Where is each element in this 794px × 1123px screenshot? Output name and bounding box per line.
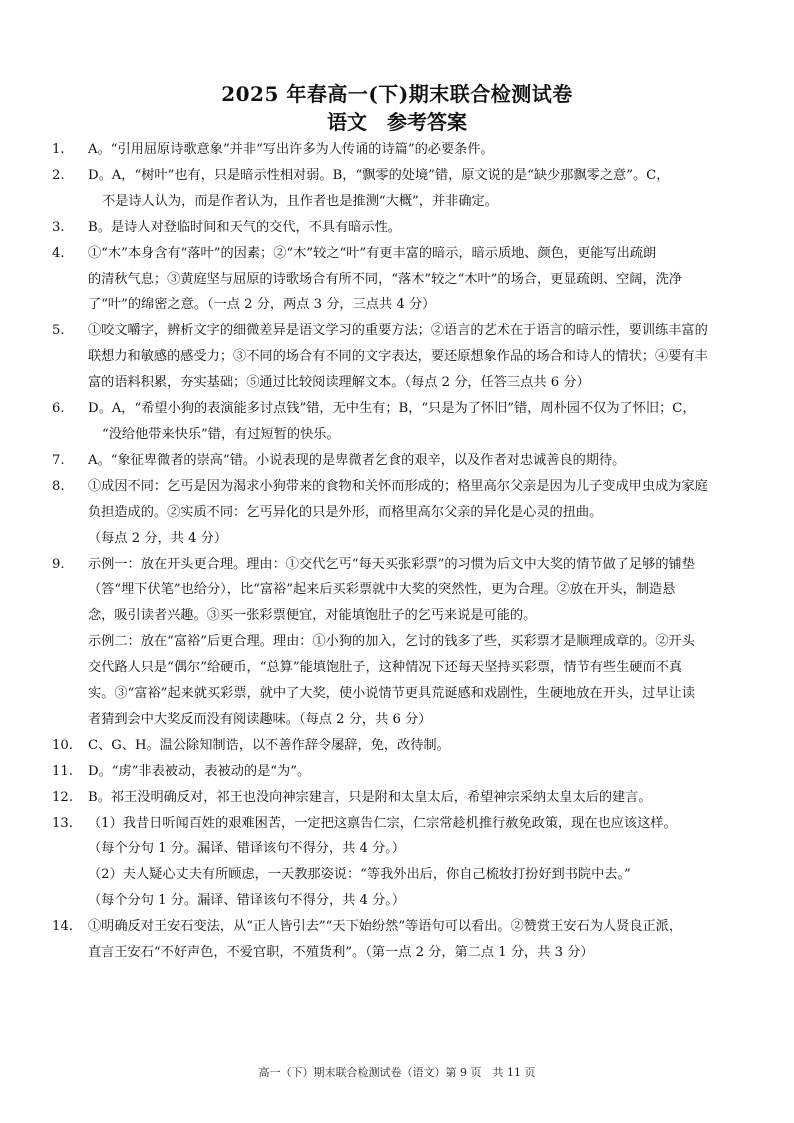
answer-line: C、G、H。温公除知制诰，以不善作辞令屡辞，免，改待制。 [88, 737, 450, 753]
answer-line: 示例一：放在开头更合理。理由：①交代乞丐“每天买张彩票”的习惯为后文中大奖的情节做了足够的铺垫 [88, 556, 695, 572]
answer-line: B。祁王没明确反对，祁王也没向神宗建言，只是附和太皇太后，希望神宗采纳太皇太后的建言。 [88, 789, 652, 805]
answer-number: 4. [52, 245, 65, 261]
answer-line: （每个分句 1 分。漏译、错译该句不得分，共 4 分。） [88, 841, 406, 857]
answer-item [52, 552, 742, 733]
answer-line: A。“引用屈原诗歌意象”并非“写出许多为人传诵的诗篇”的必要条件。 [88, 142, 494, 157]
answer-line: （1）我昔日听闻百姓的艰难困苦，一定把这禀告仁宗，仁宗常趁机推行赦免政策，现在也应该这样。 [88, 815, 677, 831]
answer-item [52, 811, 742, 915]
answer-number: 2. [52, 167, 65, 183]
answer-line: D。A，“希望小狗的表演能多讨点钱”错，无中生有；B，“只是为了怀旧”错，周朴园不仅为了怀旧；C， [88, 401, 696, 417]
answer-number: 6. [52, 401, 65, 417]
answer-line: 实。③“富裕”起来就买彩票，就中了大奖，使小说情节更具荒诞感和戏剧性，生硬地放在开头，过早让读 [88, 686, 695, 702]
answer-list [52, 137, 742, 966]
answer-line: 负担造成的。②实质不同：乞丐异化的只是外形，而格里高尔父亲的异化是心灵的扭曲。 [88, 504, 603, 520]
answer-number: 9. [52, 556, 65, 572]
answer-item [52, 241, 742, 319]
answer-line: 不是诗人认为，而是作者认为，且作者也是推测“大概”，并非确定。 [102, 193, 498, 209]
answer-number: 13. [52, 815, 73, 831]
answer-item [52, 318, 742, 396]
answer-line: D。“虏”非表被动，表被动的是“为”。 [88, 763, 311, 779]
answer-item [52, 396, 742, 448]
answer-number: 8. [52, 478, 65, 494]
answer-line: A。“象征卑微者的崇高”错。小说表现的是卑微者乞食的艰辛，以及作者对忠诚善良的期待。 [88, 452, 626, 468]
answer-line: 念，吸引读者兴趣。③买一张彩票便宜，对能填饱肚子的乞丐来说是可能的。 [88, 608, 537, 624]
answer-line: 的清秋气息；③黄庭坚与屈原的诗歌场合有所不同，“落木”较之“木叶”的场合，更显疏朗、空阔，洗净 [88, 271, 683, 287]
answer-line: 了“叶”的绵密之意。（一点 2 分，两点 3 分，三点共 4 分） [88, 297, 436, 313]
answer-number: 1. [52, 142, 65, 157]
answer-item [52, 785, 742, 811]
answer-line: 者猜到会中大奖反而没有阅读趣味。（每点 2 分，共 6 分） [88, 711, 432, 727]
answer-line: 直言王安石“不好声色，不爱官职，不殖货利”。（第一点 2 分，第二点 1 分，共 3 分） [88, 945, 594, 961]
answer-line: B。是诗人对登临时间和天气的交代，不具有暗示性。 [88, 219, 402, 235]
answer-item [52, 733, 742, 759]
answer-line: （2）夫人疑心丈夫有所顾虑，一天教那姿说：“等我外出后，你自己梳妆打扮好到书院中去。” [88, 867, 631, 883]
answer-line: 示例二：放在“富裕”后更合理。理由：①小狗的加入，乞讨的钱多了些，买彩票才是顺理成章的。②开头 [88, 634, 695, 650]
answer-line: 富的语料积累，夯实基础；⑤通过比较阅读理解文本。（每点 2 分，任答三点共 6 分） [88, 375, 590, 391]
answer-item [52, 137, 742, 163]
answer-line: 联想力和敏感的感受力；③不同的场合有不同的文字表达，要还原想象作品的场合和诗人的情状；④要有丰 [88, 349, 708, 365]
answer-number: 14. [52, 919, 73, 935]
answer-line: （答“埋下伏笔”也给分），比“富裕”起来后买彩票就中大奖的突然性，更为合理。②放在开头，制造悬 [88, 582, 676, 598]
answer-line: （每点 2 分，共 4 分） [88, 530, 228, 546]
answer-item [52, 448, 742, 474]
answer-number: 7. [52, 452, 65, 468]
answer-line: 交代路人只是“偶尔”给硬币，“总算”能填饱肚子，这种情况下还每天坚持买彩票，情节有些生硬而不真 [88, 660, 683, 676]
page-footer: 高一（下）期末联合检测试卷（语文）第 9 页 共 11 页 [258, 1066, 536, 1079]
answer-line: ①“木”本身含有“落叶”的因素；②“木”较之“叶”有更丰富的暗示，暗示质地、颜色，更能写出疏朗 [88, 245, 657, 261]
answer-number: 11. [52, 763, 73, 779]
answer-line: ①明确反对王安石变法，从“正人皆引去”“天下始纷然”等语句可以看出。②赞赏王安石为人贤良正派， [88, 919, 683, 935]
answer-item [52, 215, 742, 241]
answer-number: 10. [52, 737, 73, 753]
answer-number: 12. [52, 789, 73, 805]
answer-item [52, 914, 742, 966]
answer-item [52, 163, 742, 215]
page-title: 2025 年春高一(下)期末联合检测试卷 [221, 82, 573, 106]
answer-number: 3. [52, 219, 65, 235]
answer-number: 5. [52, 323, 65, 339]
answer-line: “没给他带来快乐”错，有过短暂的快乐。 [102, 426, 340, 442]
answer-item [52, 759, 742, 785]
answer-line: D。A，“树叶”也有，只是暗示性相对弱。B，“飘零的处境”错，原文说的是“缺少那飘零之意”。C， [88, 167, 670, 183]
answer-line: ①咬文嚼字，辨析文字的细微差异是语文学习的重要方法；②语言的艺术在于语言的暗示性，要训练丰富的 [88, 323, 708, 339]
page-subtitle: 语文 参考答案 [327, 110, 467, 134]
answer-item [52, 474, 742, 552]
answer-line: ①成因不同：乞丐是因为渴求小狗带来的食物和关怀而形成的；格里高尔父亲是因为儿子变成甲虫成为家庭 [88, 478, 708, 494]
answer-line: （每个分句 1 分。漏译、错译该句不得分，共 4 分。） [88, 893, 406, 909]
